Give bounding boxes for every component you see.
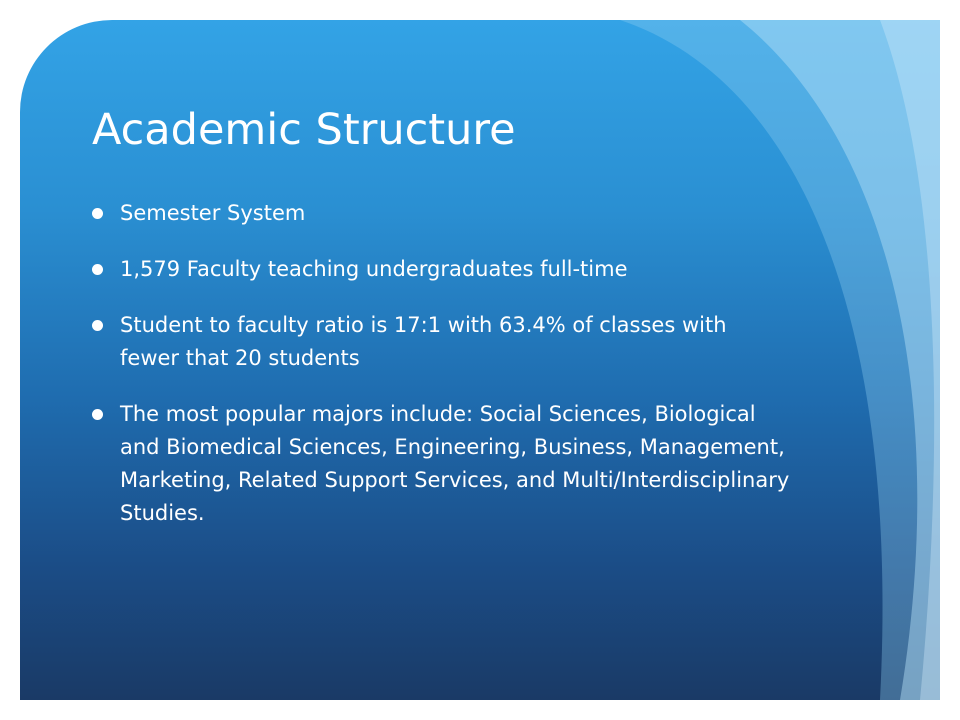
bullet-item <box>92 398 792 530</box>
bullet-text: Student to faculty ratio is 17:1 with 63.4% of classes with fewer that 20 students <box>120 313 727 370</box>
bullet-list <box>92 197 792 553</box>
bullet-text: Semester System <box>120 201 306 225</box>
bullet-dot-icon <box>92 208 103 219</box>
bullet-item <box>92 197 792 230</box>
bullet-dot-icon <box>92 320 103 331</box>
bullet-dot-icon <box>92 264 103 275</box>
bullet-item <box>92 309 792 375</box>
bullet-dot-icon <box>92 409 103 420</box>
slide-title: Academic Structure <box>92 105 516 155</box>
bullet-text: 1,579 Faculty teaching undergraduates full-time <box>120 257 628 281</box>
bullet-text: The most popular majors include: Social Sciences, Biological and Biomedical Sciences, Engineering, Business, Management, Marketing, Related Support Services, and Multi/Interdisciplinary Studies. <box>120 402 790 525</box>
bullet-item <box>92 253 792 286</box>
slide <box>20 20 940 700</box>
